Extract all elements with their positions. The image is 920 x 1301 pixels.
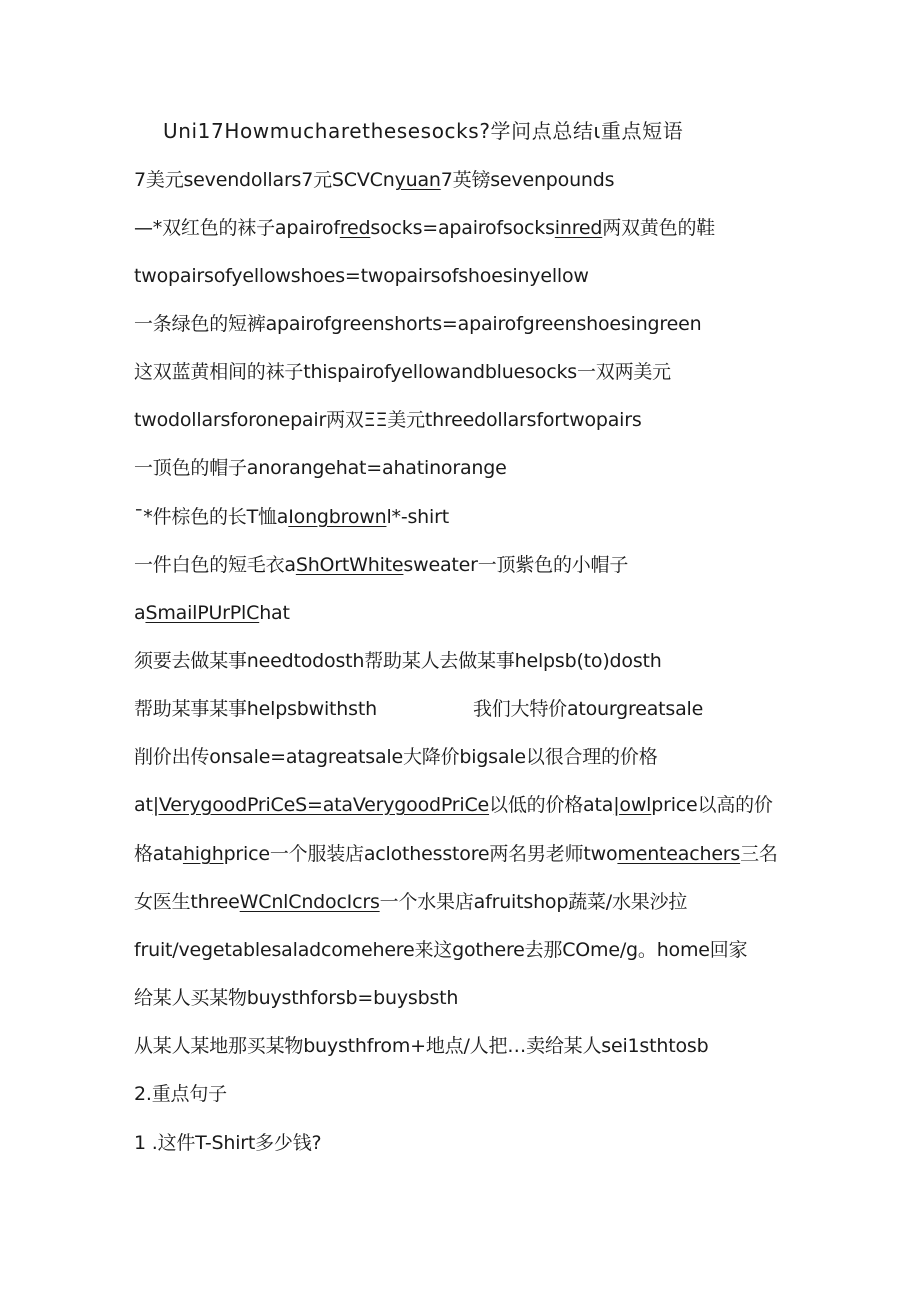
text-segment: l*-shirt — [386, 506, 449, 528]
underlined-text: yuan — [394, 169, 441, 191]
phrase-line-15 — [134, 842, 778, 866]
underlined-text: red — [339, 217, 371, 239]
text-segment: 两双黄色的鞋 — [602, 217, 716, 239]
text-segment: 7英镑sevenpounds — [440, 169, 615, 191]
section-heading: 2.重点句子 — [134, 1083, 227, 1105]
text-segment: ˉ*件棕色的长T恤a — [134, 506, 289, 528]
phrase-line-1 — [134, 168, 614, 192]
text-segment: 帮助某事某事helpsbwithsth — [134, 698, 377, 720]
phrase-line-7: 一顶色的帽子anorangehat=ahatinorange — [134, 457, 507, 479]
text-segment: sweater一顶紫色的小帽子 — [403, 554, 629, 576]
text-segment: 以低的价格ata — [489, 794, 614, 816]
phrase-line-12 — [134, 697, 703, 721]
phrase-line-10 — [134, 601, 290, 625]
underlined-text: menteachers — [617, 843, 741, 865]
text-segment: price以高的价 — [651, 794, 773, 816]
text-segment: at — [134, 794, 153, 816]
phrase-line-4: 一条绿色的短裤apairofgreenshorts=apairofgreenshoesingreen — [134, 313, 702, 335]
phrase-line-17: fruit/vegetablesaladcomehere来这gothere去那COme/g。home回家 — [134, 939, 748, 961]
text-segment: 一个水果店afruitshop蔬菜/水果沙拉 — [379, 891, 688, 913]
phrase-line-2 — [134, 216, 715, 240]
phrase-line-6: twodollarsforonepair两双ΞΞ美元threedollarsfortwopairs — [134, 409, 642, 431]
sentence-line-1: 1 .这件T-Shirt多少钱? — [134, 1132, 322, 1154]
phrase-line-9 — [134, 553, 628, 577]
phrase-line-13: 削价出传onsale=atagreatsale大降价bigsale以很合理的价格 — [134, 746, 658, 768]
text-segment: hat — [259, 602, 290, 624]
underlined-text: inred — [554, 217, 603, 239]
underlined-text: SmailPUrPlC — [145, 602, 260, 624]
phrase-line-5: 这双蓝黄相间的袜子thispairofyellowandbluesocks一双两美元 — [134, 361, 671, 383]
phrase-line-11: 须要去做某事needtodosth帮助某人去做某事helpsb(to)dosth — [134, 650, 662, 672]
underlined-text: Iongbrown — [288, 506, 387, 528]
text-segment: 三名 — [740, 843, 778, 865]
text-segment: a — [134, 602, 146, 624]
text-segment: —*双红色的袜子apairof — [134, 217, 340, 239]
phrase-line-14 — [134, 793, 773, 817]
underlined-text: |owl — [613, 794, 652, 816]
underlined-text: WCnlCndocIcrs — [239, 891, 380, 913]
phrase-line-19: 从某人某地那买某物buysthfrom+地点/人把…卖给某人sei1sthtosb — [134, 1035, 709, 1057]
underlined-text: |VerygoodPriCeS=ataVerygoodPriCe — [152, 794, 490, 816]
text-segment: 我们大特价atourgreatsale — [472, 698, 704, 720]
underlined-text: ShOrtWhite — [295, 554, 404, 576]
text-segment: price一个服装店aclothesstore两名男老师two — [223, 843, 618, 865]
text-segment: 女医生three — [134, 891, 240, 913]
document-title: Uni17Howmucharethesesocks?学问点总结ι重点短语 — [163, 119, 684, 143]
text-segment: 格ata — [134, 843, 183, 865]
phrase-line-16 — [134, 890, 687, 914]
text-segment: socks=apairofsocks — [370, 217, 555, 239]
phrase-line-3: twopairsofyellowshoes=twopairsofshoesinyellow — [134, 265, 589, 287]
text-segment: 7美元sevendollars7元SCVCn — [134, 169, 395, 191]
text-segment: 一件白色的短毛衣a — [134, 554, 296, 576]
phrase-line-18: 给某人买某物buysthforsb=buysbsth — [134, 987, 459, 1009]
phrase-line-8 — [134, 505, 449, 529]
underlined-text: high — [182, 843, 224, 865]
